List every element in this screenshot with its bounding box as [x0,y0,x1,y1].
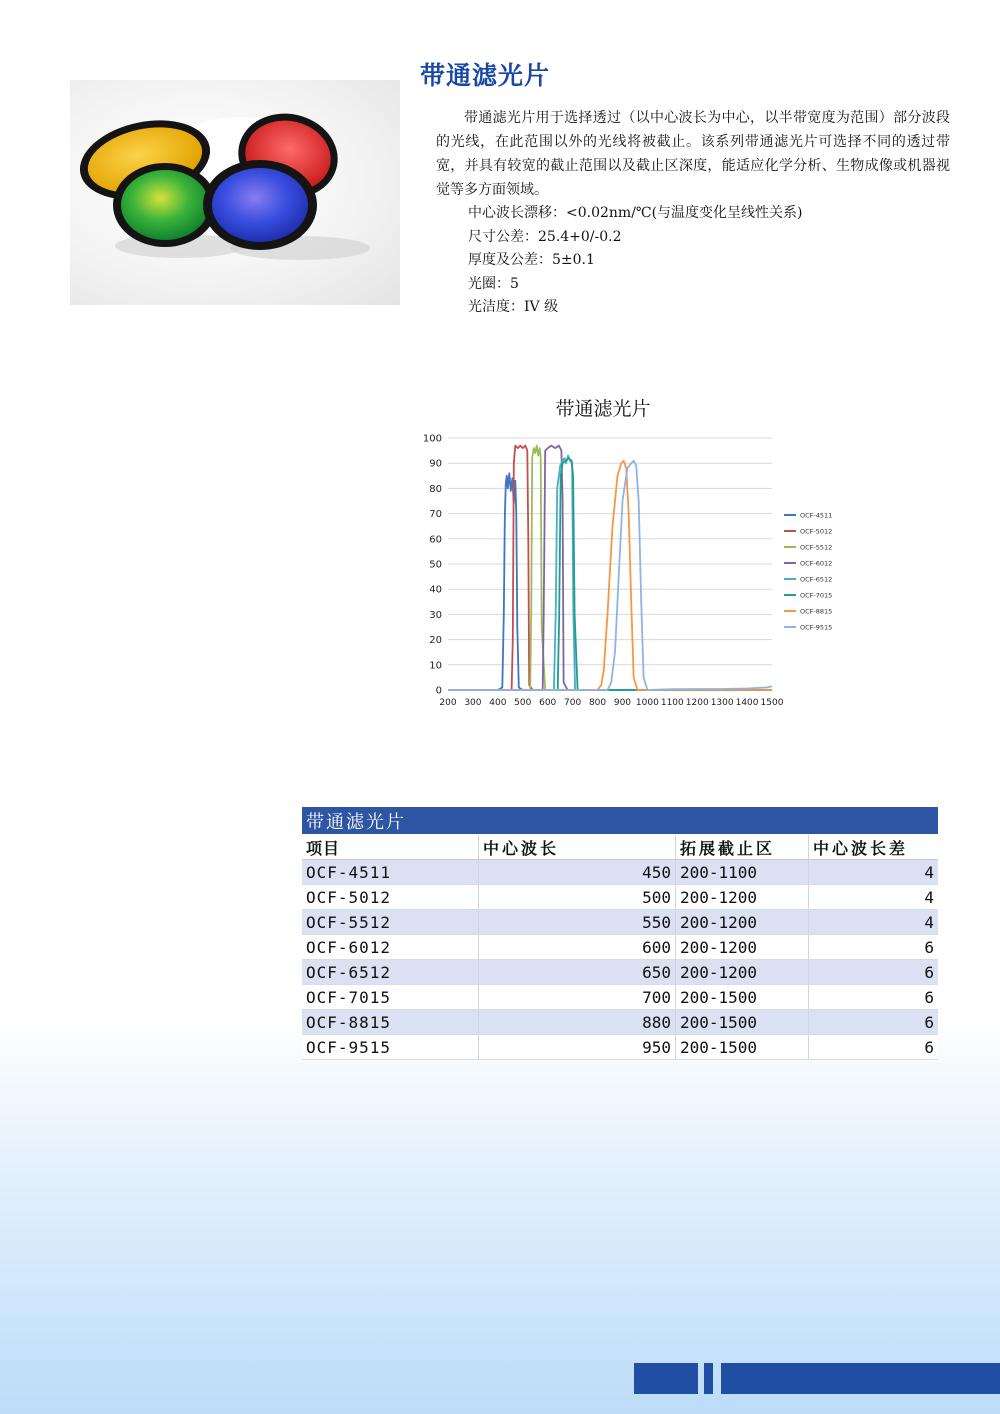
legend-label: OCF-6512 [800,575,833,584]
spec-list [468,202,803,320]
footer-bar-thin [704,1363,713,1394]
x-tick-label: 200 [439,698,457,708]
cell-center-wavelength: 650 [479,960,676,985]
cell-center-wavelength: 600 [479,935,676,960]
cell-model: OCF-6012 [302,935,479,960]
header-wavelength-diff: 中心波长差 [809,835,939,860]
cell-wavelength-diff: 4 [809,910,939,935]
cell-model: OCF-5512 [302,910,479,935]
y-tick-label: 30 [429,609,442,621]
cell-cutoff-range: 200-1100 [676,860,809,885]
table-row [302,910,938,935]
spec-aperture: 光圈：5 [468,275,519,292]
table-row [302,860,938,885]
cell-wavelength-diff: 6 [809,985,939,1010]
legend-label: OCF-7015 [800,591,833,600]
intro-paragraph: 带通滤光片用于选择透过（以中心波长为中心，以半带宽度为范围）部分波段的光线，在此范围以外的光线将被截止。该系列带通滤光片可选择不同的透过带宽，并具有较宽的截止范围以及截止区深度，能适应化学分析、生物成像或机器视觉等多方面领域。 [436,110,950,198]
legend-label: OCF-8815 [800,607,833,616]
y-tick-label: 40 [429,584,442,596]
cell-model: OCF-4511 [302,860,479,885]
cell-cutoff-range: 200-1200 [676,885,809,910]
x-tick-label: 1100 [660,698,684,708]
table-caption-row [302,807,938,835]
x-tick-label: 400 [489,698,507,708]
legend-label: OCF-9515 [800,623,833,632]
legend-label: OCF-5012 [800,527,833,536]
cell-center-wavelength: 950 [479,1035,676,1060]
cell-model: OCF-5012 [302,885,479,910]
cell-wavelength-diff: 6 [809,935,939,960]
y-tick-label: 50 [429,559,442,571]
x-tick-label: 1500 [760,698,784,708]
x-tick-label: 800 [588,698,607,708]
series-line [448,461,772,690]
cell-wavelength-diff: 4 [809,885,939,910]
spec-surface-quality: 光洁度：IV 级 [468,299,559,315]
cell-center-wavelength: 550 [479,910,676,935]
table-row [302,960,938,985]
y-tick-label: 90 [429,458,442,470]
table-header-row [302,835,938,860]
y-tick-label: 20 [429,635,442,647]
legend-label: OCF-4511 [800,511,833,520]
page-title: 带通滤光片 [420,61,551,90]
cell-cutoff-range: 200-1500 [676,985,809,1010]
chart-plot [420,388,833,713]
spec-thickness: 厚度及公差：5±0.1 [468,252,595,268]
cell-model: OCF-9515 [302,1035,479,1060]
table-row [302,985,938,1010]
spec-wavelength-drift: 中心波长漂移：<0.02nm/℃(与温度变化呈线性关系) [468,205,803,221]
table-row [302,885,938,910]
filters-illustration [70,80,400,305]
cell-center-wavelength: 450 [479,860,676,885]
cell-wavelength-diff: 6 [809,960,939,985]
table-caption: 带通滤光片 [302,807,938,835]
cell-model: OCF-6512 [302,960,479,985]
transmission-chart [420,388,833,713]
x-tick-label: 700 [564,698,582,708]
table-row [302,935,938,960]
x-tick-label: 1400 [735,698,759,708]
header-center-wavelength: 中心波长 [479,835,676,860]
header-cutoff-range: 拓展截止区 [676,835,809,860]
header-item: 项目 [302,835,479,860]
cell-wavelength-diff: 6 [809,1010,939,1035]
y-tick-label: 80 [429,483,442,495]
x-tick-label: 900 [613,698,632,708]
spec-table [302,807,938,1060]
legend-label: OCF-6012 [800,559,833,568]
chart-title: 带通滤光片 [555,398,651,420]
legend-label: OCF-5512 [800,543,833,552]
y-tick-label: 0 [435,685,442,697]
x-tick-label: 300 [464,698,482,708]
y-tick-label: 60 [429,534,442,546]
x-tick-label: 1300 [710,698,734,708]
cell-cutoff-range: 200-1500 [676,1035,809,1060]
cell-wavelength-diff: 4 [809,860,939,885]
x-tick-label: 1000 [635,698,659,708]
footer-bar-left [634,1363,698,1394]
cell-wavelength-diff: 6 [809,1035,939,1060]
cell-model: OCF-8815 [302,1010,479,1035]
table-row [302,1035,938,1060]
cell-center-wavelength: 880 [479,1010,676,1035]
cell-cutoff-range: 200-1200 [676,910,809,935]
x-tick-label: 1200 [685,698,709,708]
x-tick-label: 600 [539,698,557,708]
product-photo [70,80,400,305]
table-row [302,1010,938,1035]
y-tick-label: 70 [429,509,442,521]
y-tick-label: 100 [422,433,442,445]
cell-cutoff-range: 200-1200 [676,960,809,985]
y-tick-label: 10 [429,660,442,672]
footer-bar-right [721,1363,1000,1394]
cell-cutoff-range: 200-1500 [676,1010,809,1035]
spec-size-tolerance: 尺寸公差：25.4+0/-0.2 [468,228,622,245]
cell-center-wavelength: 700 [479,985,676,1010]
x-tick-label: 500 [514,698,532,708]
cell-center-wavelength: 500 [479,885,676,910]
cell-cutoff-range: 200-1200 [676,935,809,960]
cell-model: OCF-7015 [302,985,479,1010]
